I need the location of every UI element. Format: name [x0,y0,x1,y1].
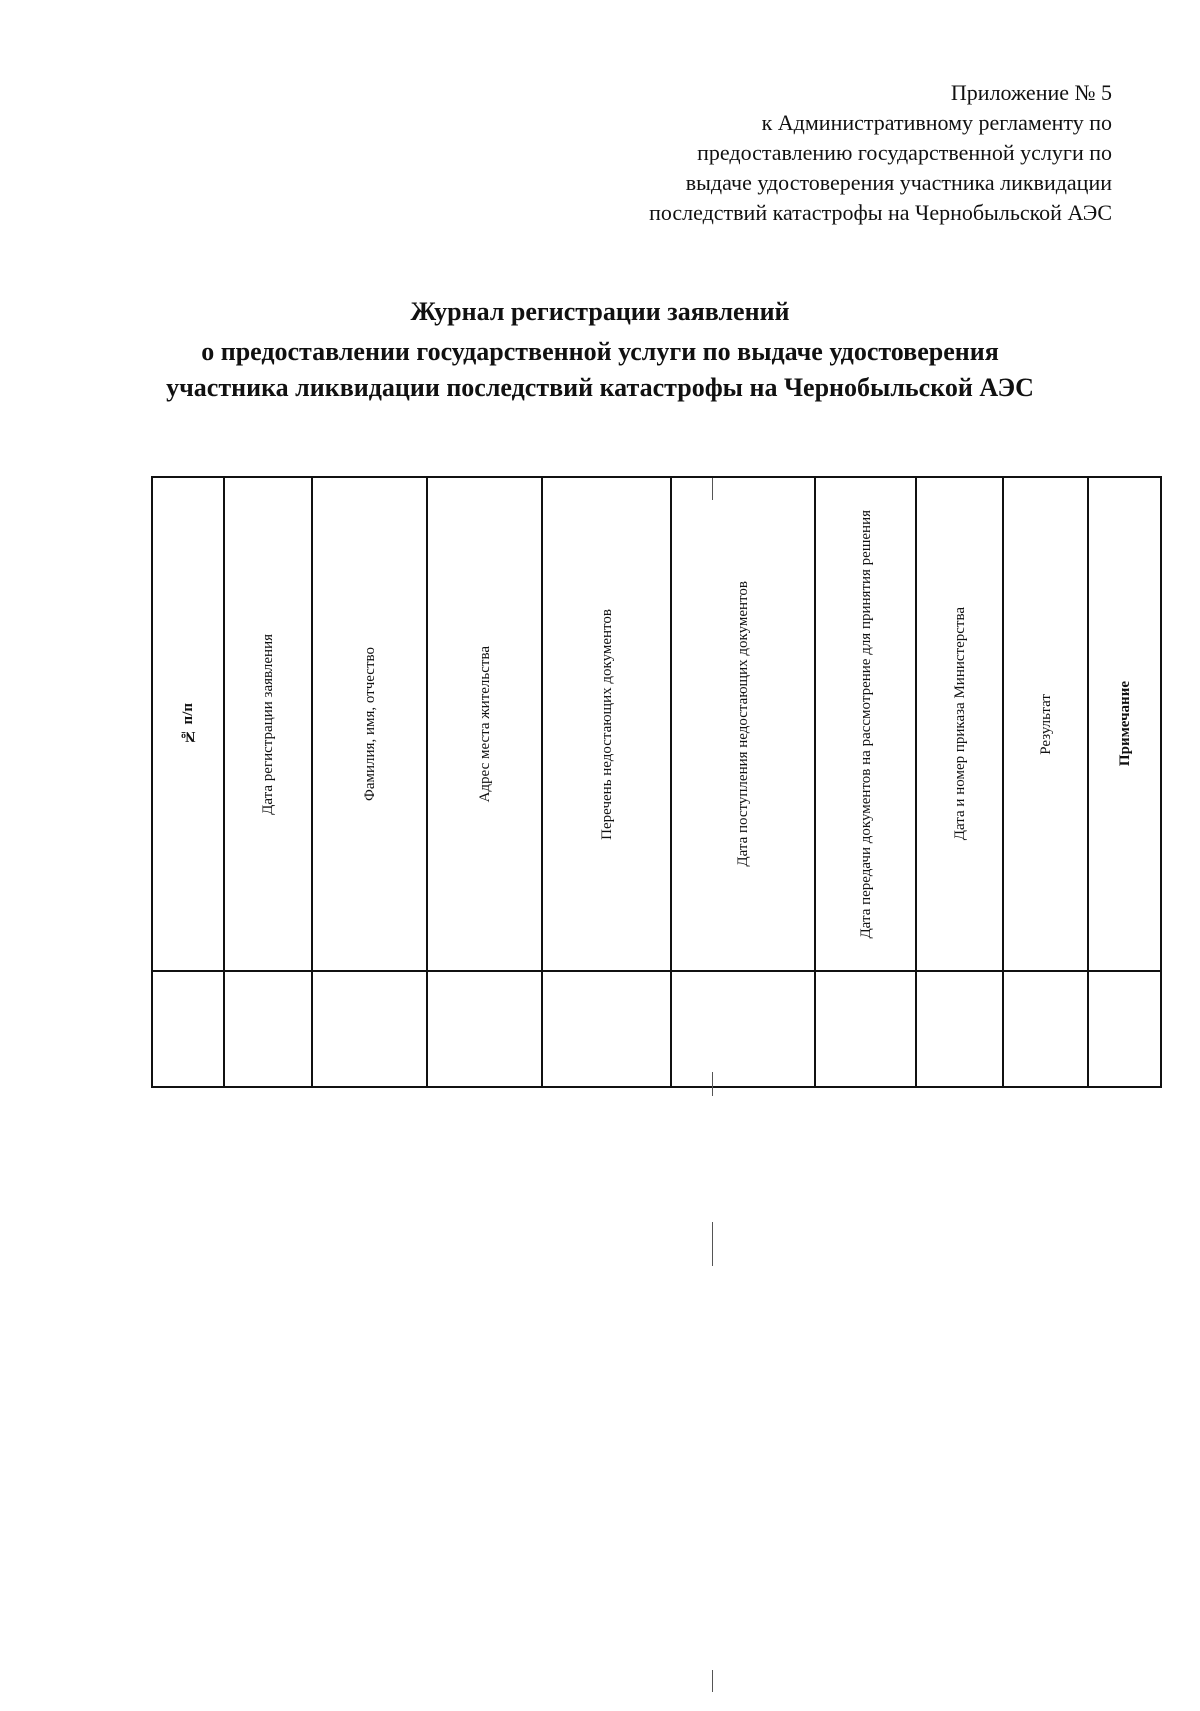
title-line-2: о предоставлении государственной услуги по выдаче удостоверения [201,337,999,366]
header-cell [1003,477,1088,971]
header-cell [671,477,815,971]
appendix-line: предоставлению государственной услуги по [697,140,1112,165]
table-cell[interactable] [815,971,916,1087]
table-cell[interactable] [671,971,815,1087]
scan-fold-line [712,1222,713,1266]
header-cell [152,477,224,971]
header-result: Результат [1037,693,1054,755]
header-cell [1088,477,1161,971]
appendix-line: выдаче удостоверения участника ликвидации [685,170,1112,195]
header-cell [916,477,1003,971]
header-note: Примечание [1116,681,1133,767]
table-row [152,971,1161,1087]
scan-fold-line [712,1670,713,1692]
appendix-line: Приложение № 5 [950,80,1112,105]
table-cell[interactable] [916,971,1003,1087]
appendix-line: к Административному регламенту по [761,110,1112,135]
document-title [100,294,1100,406]
header-address: Адрес места жительства [476,645,493,803]
scan-fold-line [712,478,713,500]
header-cell [815,477,916,971]
table-header-row [152,477,1161,971]
table-cell[interactable] [1003,971,1088,1087]
header-missing-documents-date: Дата поступления недостающих документов [735,581,751,867]
scan-fold-line [712,1072,713,1096]
header-transfer-date: Дата передачи документов на рассмотрение для принятия решения [857,509,874,939]
table-cell[interactable] [224,971,312,1087]
header-cell [427,477,542,971]
table-cell[interactable] [542,971,671,1087]
table-cell[interactable] [1088,971,1161,1087]
header-number: № п/п [180,703,196,745]
table-cell[interactable] [427,971,542,1087]
table-cell[interactable] [152,971,224,1087]
registration-journal-table [151,476,1162,1088]
header-cell [312,477,427,971]
header-cell [542,477,671,971]
header-order-date-number: Дата и номер приказа Министерства [951,607,968,841]
appendix-line: последствий катастрофы на Чернобыльской АЭС [649,200,1112,225]
table-cell[interactable] [312,971,427,1087]
title-line-3: участника ликвидации последствий катастрофы на Чернобыльской АЭС [166,373,1034,402]
header-registration-date: Дата регистрации заявления [260,633,276,815]
title-line-1: Журнал регистрации заявлений [410,297,790,326]
header-full-name: Фамилия, имя, отчество [361,647,378,801]
header-cell [224,477,312,971]
appendix-block [552,78,1112,228]
header-missing-documents: Перечень недостающих документов [598,608,615,840]
